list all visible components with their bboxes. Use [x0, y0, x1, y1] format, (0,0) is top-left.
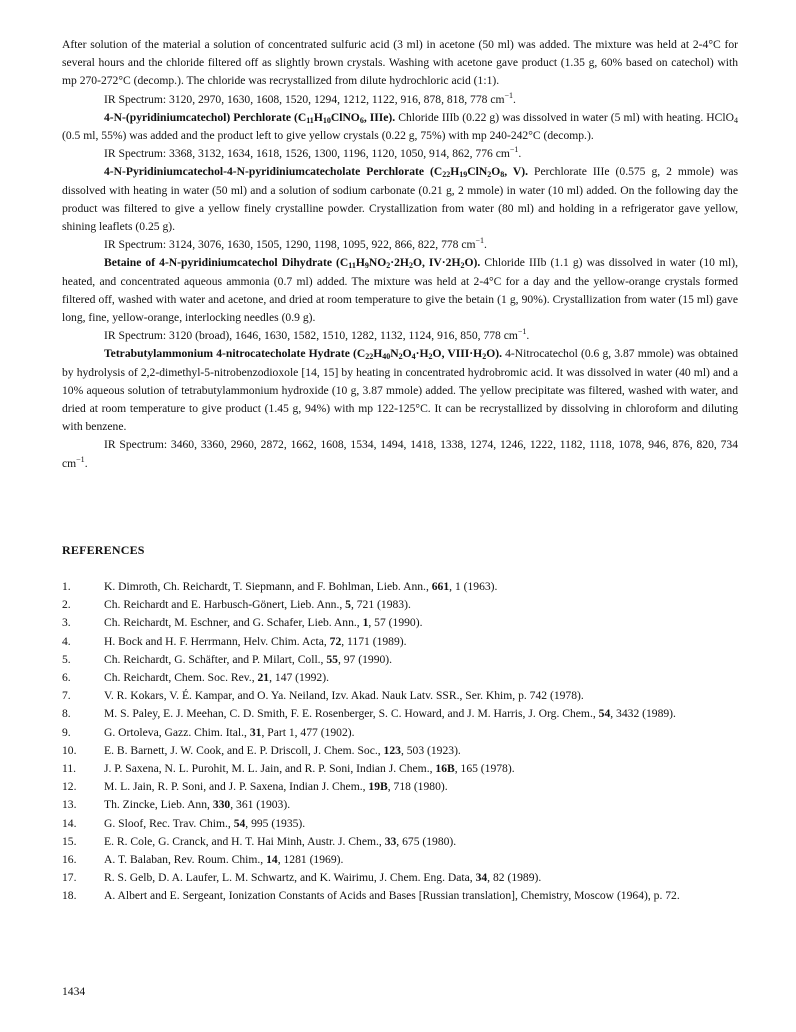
reference-number: 11. [62, 762, 77, 776]
paragraph-text: Chloride IIIb (1.1 g) was dissolved in water (10 ml), heated, and concentrated aqueous ammonia (0.7 ml) added. The mixture was held at 2-4°C for a day and the yellow-orange crystals formed filtered off, washed with water and acetone, and dried at room temperature to give the betain (1 g, 90%). Crystallization from water (15 ml) gave long, fine, yellow-orange, interlocking needles (0.9 g). [62, 256, 738, 325]
reference-item [62, 724, 738, 742]
ir-spectrum-line [62, 327, 738, 345]
reference-citation: G. Ortoleva, Gazz. Chim. Ital., [104, 725, 250, 739]
ir-suffix: . [513, 92, 516, 106]
title-part: ·2H [390, 256, 409, 270]
paragraph-text: (0.5 ml, 55%) was added and the product left to give yellow crystals (0.22 g, 75%) with mp 240-242°C (decomp.). [62, 129, 594, 143]
reference-item [62, 578, 738, 596]
title-part: , IIIe). [363, 110, 396, 124]
body-text [62, 36, 738, 473]
reference-pages-year: , 1171 (1989). [341, 634, 407, 648]
reference-item [62, 614, 738, 632]
ir-spectrum-line [62, 436, 738, 472]
title-part: H [450, 165, 460, 179]
reference-text [104, 778, 738, 796]
ir-text: IR Spectrum: 3124, 3076, 1630, 1505, 1290, 1198, 1095, 922, 866, 822, 778 cm [104, 238, 476, 252]
subscript: 2 [386, 261, 391, 271]
reference-text [104, 651, 738, 669]
reference-number: 15. [62, 834, 77, 848]
subscript: 40 [382, 352, 391, 362]
title-part: O). [464, 256, 481, 270]
reference-item [62, 742, 738, 760]
ir-spectrum-line [62, 236, 738, 254]
reference-citation: G. Sloof, Rec. Trav. Chim., [104, 816, 234, 830]
subscript: 6 [359, 115, 364, 125]
ir-text: IR Spectrum: 3120, 2970, 1630, 1608, 1520, 1294, 1212, 1122, 916, 878, 818, 778 cm [104, 92, 505, 106]
superscript: −1 [504, 90, 514, 100]
title-part: NO [368, 256, 387, 270]
reference-volume: 21 [257, 671, 270, 685]
reference-number: 12. [62, 780, 77, 794]
reference-number: 3. [62, 616, 71, 630]
reference-pages-year: , Part 1, 477 (1902). [261, 725, 355, 739]
superscript: −1 [517, 327, 527, 337]
subscript: 4 [411, 352, 416, 362]
page-number: 1434 [62, 985, 86, 998]
ir-spectrum-line [62, 91, 738, 109]
title-part: Betaine of 4-N-pyridiniumcatechol Dihydrate (C [104, 256, 349, 270]
reference-volume: 19B [368, 780, 388, 794]
subscript: 2 [487, 170, 492, 180]
reference-item [62, 705, 738, 723]
reference-citation: Ch. Reichardt and E. Harbusch-Gönert, Lieb. Ann., [104, 598, 346, 612]
superscript: −1 [509, 145, 519, 155]
reference-volume: 72 [329, 634, 342, 648]
ir-text: IR Spectrum: 3120 (broad), 1646, 1630, 1582, 1510, 1282, 1132, 1124, 916, 850, 778 cm [104, 329, 518, 343]
reference-number: 10. [62, 743, 77, 757]
reference-item [62, 887, 738, 905]
reference-volume: 34 [475, 871, 488, 885]
title-part: 4-N-Pyridiniumcatechol-4-N-pyridiniumcatecholate Perchlorate (C [104, 165, 443, 179]
title-part: ·H [415, 347, 429, 361]
reference-item [62, 669, 738, 687]
reference-text [104, 887, 738, 905]
subscript: 2 [408, 261, 413, 271]
reference-volume: 661 [431, 580, 450, 593]
reference-volume: 33 [384, 834, 397, 848]
reference-pages-year: , 995 (1935). [245, 816, 306, 830]
reference-item [62, 633, 738, 651]
title-part: ClN [467, 165, 488, 179]
superscript: −1 [76, 454, 85, 464]
compound-title [104, 256, 480, 269]
paragraph-procedure [62, 36, 738, 91]
reference-pages-year: , 147 (1992). [269, 671, 329, 685]
reference-citation: E. R. Cole, G. Cranck, and H. T. Hai Minh, Austr. J. Chem., [104, 834, 385, 848]
reference-item [62, 760, 738, 778]
reference-number: 9. [62, 725, 71, 739]
ir-text: IR Spectrum: 3460, 3360, 2960, 2872, 1662, 1608, 1534, 1494, 1418, 1338, 1274, 1246, 1222, 1182, 1118, 1078, 946, 876, 820, 734 cm [62, 438, 738, 470]
reference-text [104, 705, 738, 723]
compound-title [104, 347, 502, 360]
reference-number: 2. [62, 598, 71, 612]
reference-number: 14. [62, 816, 77, 830]
title-part: Tetrabutylammonium 4-nitrocatecholate Hydrate (C [104, 347, 366, 361]
title-part: H [355, 256, 365, 270]
reference-citation: E. B. Barnett, J. W. Cook, and E. P. Driscoll, J. Chem. Soc., [104, 743, 384, 757]
subscript: 2 [482, 352, 487, 362]
title-part: O, IV·2H [412, 256, 461, 270]
title-part: O [491, 165, 501, 179]
ir-suffix: . [526, 329, 530, 343]
reference-item [62, 596, 738, 614]
subscript: 2 [460, 261, 465, 271]
reference-pages-year: , 503 (1923). [400, 743, 461, 757]
reference-text [104, 760, 738, 778]
reference-volume: 54 [598, 707, 611, 721]
reference-pages-year: , 718 (1980). [387, 780, 448, 794]
reference-text [104, 724, 738, 742]
ir-suffix: . [518, 147, 522, 161]
reference-pages-year: , 361 (1903). [230, 798, 291, 812]
reference-item [62, 651, 738, 669]
reference-number: 16. [62, 853, 77, 867]
reference-text [104, 687, 738, 705]
title-part: ClNO [330, 110, 360, 124]
compound-title [104, 111, 395, 124]
reference-text [104, 796, 738, 814]
reference-pages-year: , 721 (1983). [350, 598, 411, 612]
reference-volume: 31 [249, 725, 262, 739]
subscript: 8 [500, 170, 505, 180]
reference-pages-year: , 1281 (1969). [277, 853, 344, 867]
reference-item [62, 851, 738, 869]
reference-volume: 5 [345, 598, 351, 612]
reference-citation: J. P. Saxena, N. L. Purohit, M. L. Jain, and R. P. Soni, Indian J. Chem., [104, 762, 436, 776]
reference-number: 4. [62, 634, 71, 648]
references-heading: REFERENCES [62, 543, 145, 557]
reference-pages-year: , 3432 (1989). [610, 707, 676, 721]
reference-text [104, 633, 738, 651]
subscript: 22 [442, 170, 451, 180]
compound-paragraph-IV [62, 254, 738, 327]
reference-citation: R. S. Gelb, D. A. Laufer, L. M. Schwartz, and K. Wairimu, J. Chem. Eng. Data, [104, 871, 476, 885]
subscript: 19 [459, 170, 468, 180]
title-part: , V). [504, 165, 529, 179]
reference-item [62, 778, 738, 796]
reference-number: 18. [62, 889, 77, 903]
subscript: 4 [734, 115, 738, 125]
paragraph-text: After solution of the material a solution of concentrated sulfuric acid (3 ml) in acetone (50 ml) was added. The mixture was held at 2-4°C for several hours and the chloride filtered off as slightly brown crystals. Washing with acetone gave product (1.35 g, 60% based on catechol) with mp 270-272°C (decomp.). The chloride was recrystallized from dilute hydrochloric acid (1:1). [62, 38, 738, 88]
reference-citation: Th. Zincke, Lieb. Ann, [104, 798, 213, 812]
reference-text [104, 851, 738, 869]
compound-paragraph-VIII [62, 345, 738, 436]
subscript: 2 [428, 352, 433, 362]
ir-suffix: . [84, 456, 88, 470]
subscript: 9 [364, 261, 369, 271]
reference-item [62, 687, 738, 705]
reference-text [104, 869, 738, 887]
reference-number: 6. [62, 671, 71, 685]
subscript: 11 [306, 115, 314, 125]
title-part: 4-N-(pyridiniumcatechol) Perchlorate (C [104, 110, 307, 124]
reference-citation: M. S. Paley, E. J. Meehan, C. D. Smith, F. E. Rosenberger, S. C. Howard, and J. M. Harris, J. Org. Chem., [104, 707, 599, 721]
reference-volume: 54 [233, 816, 246, 830]
reference-text [104, 578, 738, 596]
reference-citation: H. Bock and H. F. Herrmann, Helv. Chim. Acta, [104, 634, 330, 648]
reference-pages-year: , 165 (1978). [454, 762, 515, 776]
paragraph-text: Perchlorate IIIe (0.575 g, 2 mmole) was dissolved with heating in water (50 ml) and a solution of sodium carbonate (0.21 g, 2 mmole) in water (10 ml) added. On the following day the product was filtered to give a yellow finely crystalline powder. Crystallization from water (80 ml) and holding in a refrigerator gave yellow, shining leaflets (0.25 g). [62, 165, 738, 234]
title-part: O). [486, 347, 502, 361]
ir-text: IR Spectrum: 3368, 3132, 1634, 1618, 1526, 1300, 1196, 1120, 1050, 914, 862, 776 cm [104, 147, 510, 161]
reference-pages-year: , 82 (1989). [487, 871, 542, 885]
reference-citation: A. Albert and E. Sergeant, Ionization Constants of Acids and Bases [Russian translation], Chemistry, Moscow (1964), p. 72. [104, 889, 680, 903]
title-part: N [390, 347, 399, 361]
title-part: H [313, 110, 323, 124]
paragraph-text: 4-Nitrocatechol (0.6 g, 3.87 mmole) was obtained by hydrolysis of 2,2-dimethyl-5-nitrobenzodioxole [14, 15] by heating in concentrated hydrobromic acid. It was dissolved in water (40 ml) and a 10% aqueous solution of tetrabutylammonium hydroxide (10 g, 3.87 mmole) added. The yellow precipitate was filtered, washed with water, and dried at room temperature to give product (1.45 g, 94%) with mp 122-125°C. It can be recrystallized by dissolving in chloroform and diluting with benzene. [62, 347, 738, 434]
reference-item [62, 796, 738, 814]
reference-citation: Ch. Reichardt, G. Schäfter, and P. Milart, Coll., [104, 652, 327, 666]
compound-paragraph-V [62, 163, 738, 236]
reference-number: 5. [62, 652, 71, 666]
subscript: 10 [322, 115, 331, 125]
reference-text [104, 742, 738, 760]
title-part: O [402, 347, 412, 361]
reference-citation: M. L. Jain, R. P. Soni, and J. P. Saxena, Indian J. Chem., [104, 780, 369, 794]
paragraph-text: Chloride IIIb (0.22 g) was dissolved in water (5 ml) with heating. HClO [395, 110, 734, 124]
superscript: −1 [475, 236, 485, 246]
reference-citation: V. R. Kokars, V. É. Kampar, and O. Ya. Neiland, Izv. Akad. Nauk Latv. SSR., Ser. Khim, p. 742 (1978). [104, 689, 584, 703]
reference-number: 1. [62, 580, 71, 593]
reference-number: 8. [62, 707, 71, 721]
reference-text [104, 833, 738, 851]
subscript: 22 [365, 352, 374, 362]
reference-citation: K. Dimroth, Ch. Reichardt, T. Siepmann, and F. Bohlman, Lieb. Ann., [104, 580, 432, 593]
reference-volume: 123 [383, 743, 401, 757]
subscript: 11 [348, 261, 356, 271]
references-list [62, 578, 738, 906]
reference-pages-year: , 1 (1963). [449, 580, 498, 593]
reference-citation: Ch. Reichardt, Chem. Soc. Rev., [104, 671, 258, 685]
reference-pages-year: , 675 (1980). [396, 834, 457, 848]
ir-suffix: . [484, 238, 487, 252]
subscript: 2 [398, 352, 403, 362]
title-part: H [373, 347, 383, 361]
reference-volume: 16B [435, 762, 455, 776]
reference-text [104, 669, 738, 687]
title-part: O, VIII·H [432, 347, 483, 361]
compound-title [104, 165, 528, 178]
reference-text [104, 614, 738, 632]
reference-number: 13. [62, 798, 77, 812]
reference-item [62, 869, 738, 887]
reference-citation: Ch. Reichardt, M. Eschner, and G. Schafer, Lieb. Ann., [104, 616, 363, 630]
reference-item [62, 833, 738, 851]
reference-volume: 330 [212, 798, 231, 812]
reference-volume: 55 [326, 652, 338, 666]
reference-volume: 14 [266, 853, 278, 867]
reference-text [104, 596, 738, 614]
reference-volume: 1 [362, 616, 369, 630]
reference-number: 7. [62, 689, 71, 703]
reference-number: 17. [62, 871, 77, 885]
ir-spectrum-line [62, 145, 738, 163]
compound-paragraph-IIIe [62, 109, 738, 145]
reference-pages-year: , 57 (1990). [368, 616, 423, 630]
reference-citation: A. T. Balaban, Rev. Roum. Chim., [104, 853, 267, 867]
reference-text [104, 815, 738, 833]
reference-pages-year: , 97 (1990). [337, 652, 393, 666]
reference-item [62, 815, 738, 833]
